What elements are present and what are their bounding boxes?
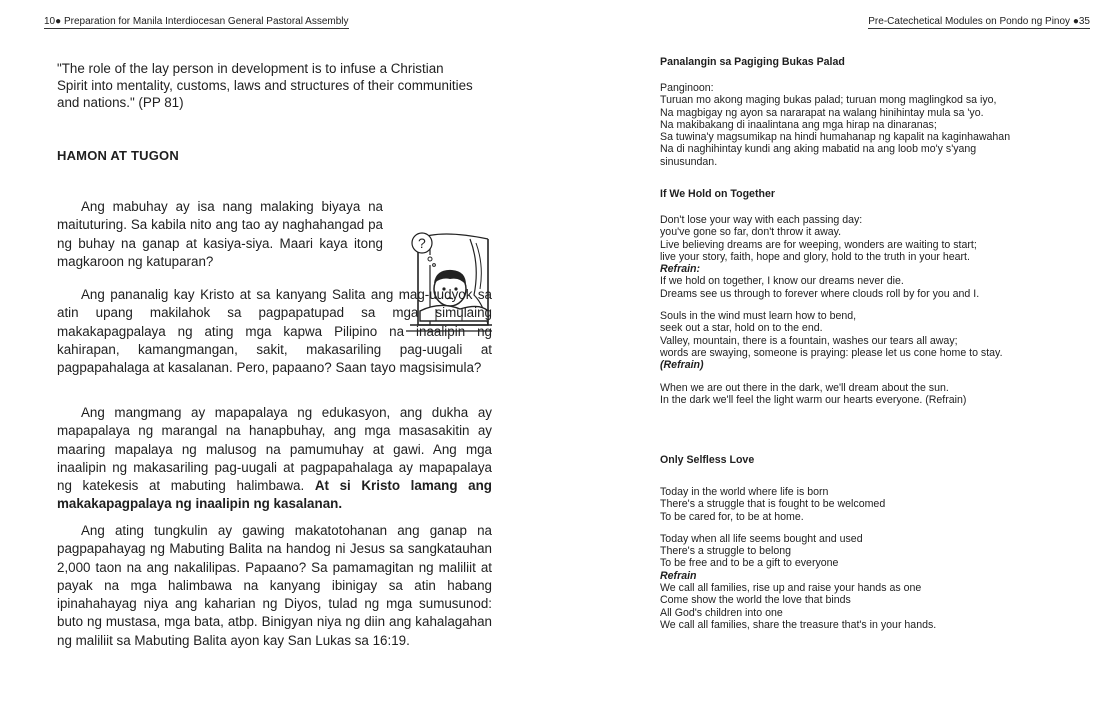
lyric-line: There's a struggle to belong [660,545,791,558]
lyric-line: All God's children into one [660,606,783,619]
lyric-line: There's a struggle that is fought to be welcomed [660,498,886,511]
lyric-line: Souls in the wind must learn how to bend, [660,310,857,323]
prayer-line: sinusundan. [660,155,718,168]
right-running-header: Pre-Catechetical Modules on Pondo ng Pinoy ●35 [868,16,1090,27]
lyric-line: In the dark we'll feel the light warm our hearts everyone. (Refrain) [660,393,967,406]
paragraph-4: Ang ating tungkulin ay gawing makatotohanan ang ganap na pagpapahayag ng Mabuting Balita na handog ni Jesus sa sangkatauhan 2,000 taon na ang nakalilipas. Papaano? Sa pamamagitan ng maliliit at payak na mga halimbawa na kanyang ibinigay sa atin habang ipinahahayag niya ang kaharian ng Diyos, tulad ng mga sumusunod: buto ng mustasa, mga bata, atbp. Binigyan niya ng diin ang kahalagahan ng maliliit sa Mabuting Balita ayon kay San Lukas sa 16:19. [57,523,492,648]
lyric-line: To be cared for, to be at home. [660,510,804,523]
prayer-title: Panalangin sa Pagiging Bukas Palad [660,56,845,68]
lyric-line: seek out a star, hold on to the end. [660,322,823,335]
lyric-line: To be free and to be a gift to everyone [660,557,839,570]
prayer-line: Na makibakang di inaalintana ang mga hirap na dinaranas; [660,118,937,131]
lyric-line: Live believing dreams are for weeping, wonders are waiting to start; [660,238,977,251]
right-page [557,0,1114,728]
refrain-label: (Refrain) [660,359,704,372]
paragraph-3-text: Ang mangmang ay mapapalaya ng edukasyon, ang dukha ay mapapalaya ng marangal na hanapbuhay, ang mga masasakitin ay maaring mapalaya ng malusog na pamumuhay at gawi. Ang mga inaalipin ng makasariling pag-uugali at pagpapahalaga ay mapapalaya ng katekesis at mabuting halimbawa. [57,405,492,494]
lyric-line: If we hold on together, I know our dreams never die. [660,275,904,288]
prayer-line: Na di naghihintay kundi ang aking mabatid na ang loob mo'y s'yang [660,143,977,156]
prayer-line: Panginoon: [660,82,714,94]
refrain-label: Refrain [660,569,697,582]
paragraph-2: Ang pananalig kay Kristo at sa kanyang Salita ang mag-uudyok sa atin upang makilahok sa pagpapatupad sa mga simulaing makakapagpalaya ng ating mga kapwa Pilipino na inaalipin ng kahirapan, kamangmangan, sakit, makasariling pag-uugali at pagpapahalaga at kasalanan. Pero, papaano? Saan tayo magsisimula? [57,287,492,376]
svg-text:?: ? [418,235,426,251]
paragraph-1: Ang mabuhay ay isa nang malaking biyaya na maituturing. Sa kabila nito ang tao ay naghahangad pa ng buhay na ganap at kasiya-siya. Maari kaya itong magkaroon ng katuparan? [57,199,383,269]
lyric-line: Today in the world where life is born [660,486,829,498]
lyric-line: you've gone so far, don't throw it away. [660,226,842,239]
song-2-title: Only Selfless Love [660,454,755,466]
lyric-line: live your story, faith, hope and glory, hold to the truth in your heart. [660,250,970,263]
prayer-line: Na magbigay ng ayon sa nararapat na walang hinihintay mula sa 'yo. [660,106,984,119]
prayer-line: Sa tuwina'y magsumikap na hindi humahanap ng kapalit na kaginhawahan [660,131,1011,144]
lyric-line: Come show the world the love that binds [660,594,851,607]
song-1-title: If We Hold on Together [660,188,775,200]
lyric-line: Don't lose your way with each passing day: [660,214,863,226]
pp81-quote: "The role of the lay person in development is to infuse a Christian Spirit into mentality, customs, laws and structures of their communities and nations." (PP 81) [57,61,473,110]
lyric-line: Valley, mountain, there is a fountain, washes our tears all away; [660,334,958,347]
lyric-line: Dreams see us through to forever where clouds roll by for you and I. [660,287,980,300]
song-2-lyrics [660,486,1080,631]
lyric-line: We call all families, share the treasure that's in your hands. [660,618,937,631]
prayer-text [660,82,1080,168]
prayer-line: Turuan mo akong maging bukas palad; turuan mong maglingkod sa iyo, [660,94,997,107]
lyric-line: words are swaying, someone is praying: please let us cone home to stay. [660,346,1003,359]
lyric-line: When we are out there in the dark, we'll dream about the sun. [660,381,949,394]
lyric-line: We call all families, rise up and raise your hands as one [660,582,922,595]
paragraph-3 [57,404,492,514]
paragraph-3-emphasis: At si Kristo lamang ang makakapagpalaya ng inaalipin ng kasalanan. [57,478,492,512]
song-1-lyrics [660,214,1080,406]
section-title: HAMON AT TUGON [57,148,179,163]
refrain-label: Refrain: [660,263,701,276]
lyric-line: Today when all life seems bought and used [660,532,863,545]
left-running-header: 10● Preparation for Manila Interdiocesan General Pastoral Assembly [44,16,349,27]
